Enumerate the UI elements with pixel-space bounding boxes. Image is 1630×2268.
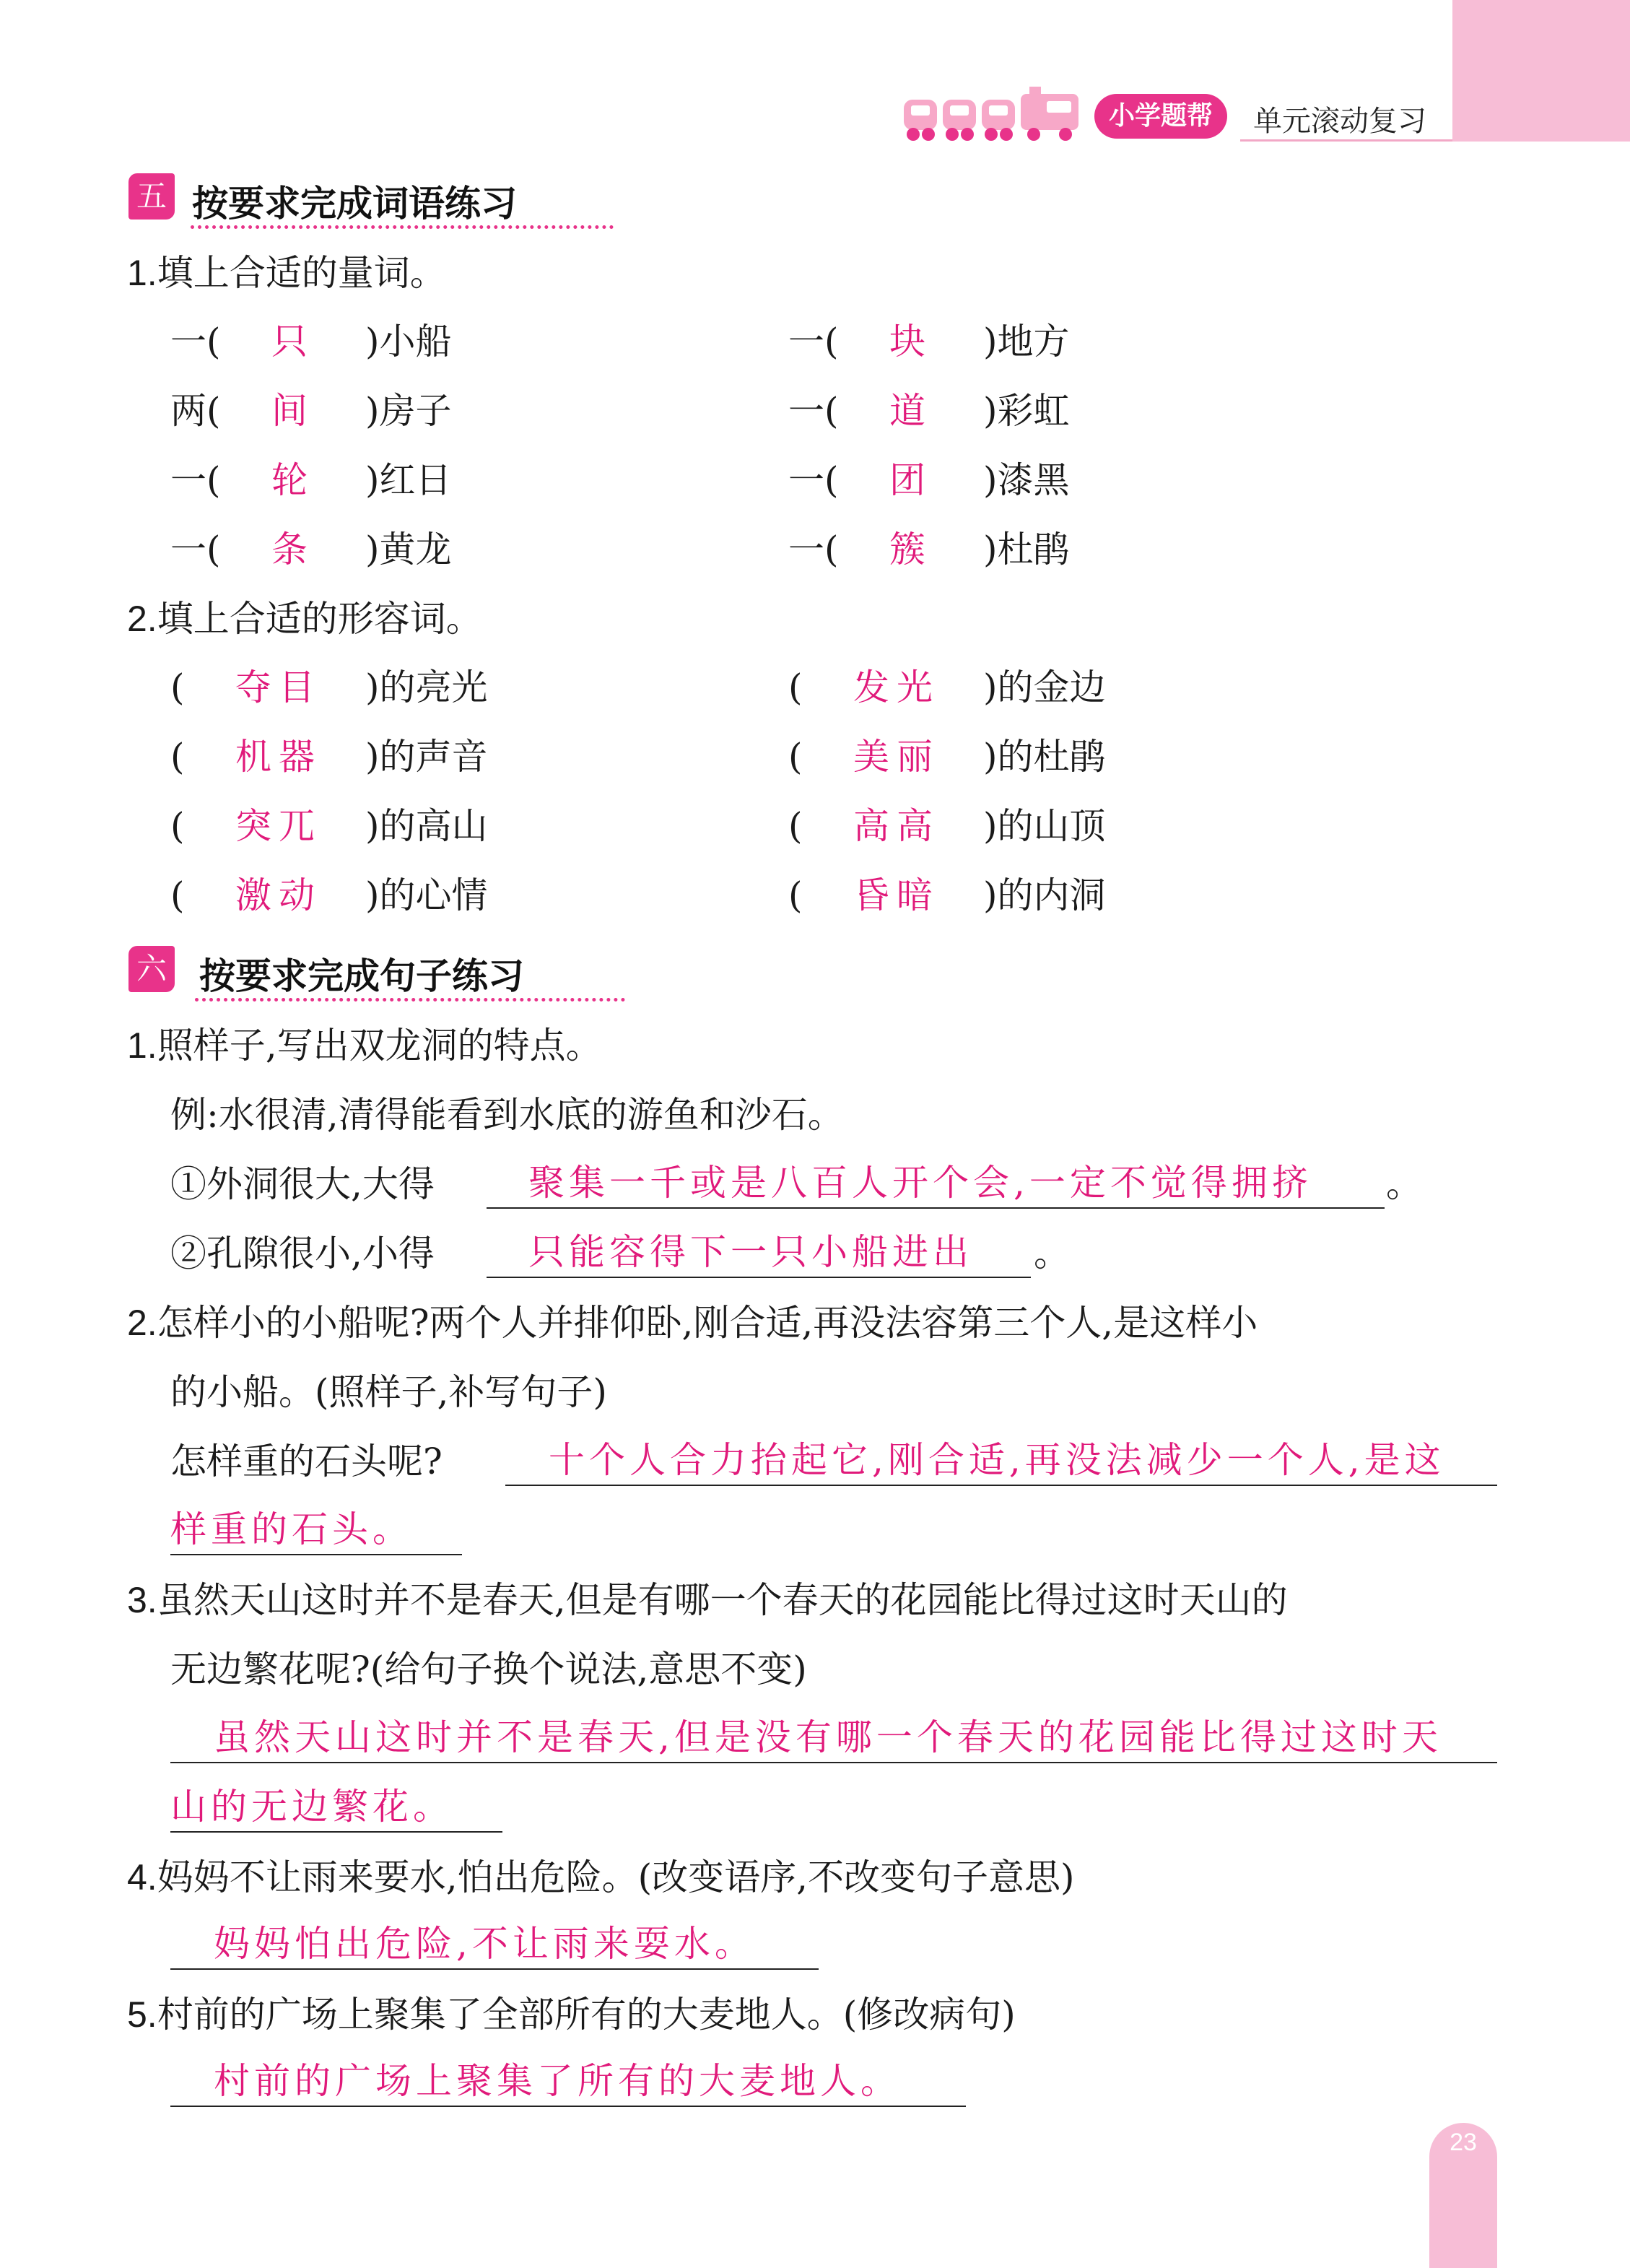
s6-q1 (127, 1024, 602, 1067)
item-suffix: )的亮光 (365, 666, 488, 708)
item-prefix: ( (170, 805, 185, 847)
s6-q1-text: 照样子,写出双龙洞的特点。 (157, 1025, 602, 1066)
s6-q2-prompt: 怎样重的石头呢? (170, 1441, 443, 1482)
item-prefix: 一( (170, 529, 221, 570)
s6-q2-line2: 的小船。(照样子,补写句子) (170, 1371, 607, 1413)
s6-q3 (127, 1578, 1288, 1622)
answer-text: 美丽 (853, 736, 940, 778)
s6-q4-line1: 妈妈不让雨来要水,怕出危险。(改变语序,不改变句子意思) (157, 1856, 1075, 1898)
answer-line (170, 1762, 1497, 1763)
item-suffix: )的声音 (365, 736, 488, 778)
answer-text: 昏暗 (853, 874, 940, 916)
item-prefix: ( (170, 666, 185, 708)
item-suffix: )的心情 (365, 874, 488, 916)
item-suffix: )房子 (365, 390, 452, 432)
unit-underline (1240, 139, 1452, 142)
answer-text: 夺目 (235, 666, 322, 708)
answer-text: 十个人合力抬起它,刚合适,再没法减少一个人,是这 (549, 1439, 1445, 1481)
item-suffix: )的山顶 (983, 805, 1106, 847)
answer-text: 虽然天山这时并不是春天,但是没有哪一个春天的花园能比得过这时天 (214, 1716, 1442, 1758)
s5-q2 (127, 597, 482, 640)
s6-q2-line1: 怎样小的小船呢?两个人并排仰卧,刚合适,再没法容第三个人,是这样小 (157, 1302, 1258, 1344)
item-suffix: )的金边 (983, 666, 1106, 708)
answer-text: 条 (271, 529, 315, 570)
s6-q5-number: 5. (127, 1994, 157, 2035)
s6-q1-example: 例:水很清,清得能看到水底的游鱼和沙石。 (170, 1094, 844, 1136)
answer-line (170, 1831, 502, 1833)
page-number: 23 (1450, 2129, 1477, 2156)
s6-q1-a-prompt: ①外洞很大,大得 (170, 1163, 435, 1205)
answer-text: 激动 (235, 874, 322, 916)
answer-line (505, 1485, 1497, 1486)
answer-text: 道 (889, 390, 933, 432)
train-icon (902, 87, 1083, 144)
answer-text: 只能容得下一只小船进出 (528, 1231, 973, 1273)
item-prefix: ( (788, 874, 803, 916)
section6-title-underline (195, 998, 625, 1002)
answer-text: 发光 (853, 666, 940, 708)
item-prefix: ( (788, 736, 803, 778)
answer-text: 样重的石头。 (170, 1508, 413, 1550)
section5-title: 按要求完成词语练习 (192, 183, 517, 225)
answer-text: 聚集一千或是八百人开个会,一定不觉得拥挤 (528, 1162, 1312, 1204)
s6-q1-b-prompt: ②孔隙很小,小得 (170, 1233, 435, 1274)
s6-q2 (127, 1301, 1258, 1344)
answer-text: 村前的广场上聚集了所有的大麦地人。 (214, 2060, 901, 2102)
answer-text: 块 (889, 321, 933, 362)
s6-q5 (127, 1993, 1016, 2036)
item-suffix: )红日 (365, 459, 452, 501)
answer-text: 妈妈怕出危险,不让雨来耍水。 (214, 1923, 755, 1965)
s6-q5-line1: 村前的广场上聚集了全部所有的大麦地人。(修改病句) (157, 1994, 1016, 2035)
item-prefix: ( (170, 736, 185, 778)
answer-text: 突兀 (235, 805, 322, 847)
item-suffix: )的杜鹃 (983, 736, 1106, 778)
s5-q1 (127, 251, 446, 295)
s6-q1-number: 1. (127, 1025, 157, 1066)
answer-text: 间 (271, 390, 315, 432)
answer-text: 高高 (853, 805, 940, 847)
brand-badge: 小学题帮 (1094, 94, 1227, 139)
s5-q1-text: 填上合适的量词。 (157, 252, 446, 294)
item-prefix: ( (788, 805, 803, 847)
item-prefix: 一( (788, 459, 839, 501)
item-suffix: )杜鹃 (983, 529, 1070, 570)
item-prefix: 一( (170, 321, 221, 362)
answer-text: 山的无边繁花。 (170, 1786, 453, 1828)
s5-q2-number: 2. (127, 599, 157, 639)
s5-q1-number: 1. (127, 253, 157, 293)
item-suffix: )的高山 (365, 805, 488, 847)
period: 。 (1386, 1163, 1422, 1205)
item-suffix: )地方 (983, 321, 1070, 362)
answer-line (487, 1277, 1031, 1278)
item-suffix: )黄龙 (365, 529, 452, 570)
s6-q3-line1: 虽然天山这时并不是春天,但是有哪一个春天的花园能比得过这时天山的 (157, 1579, 1288, 1621)
s6-q3-number: 3. (127, 1580, 157, 1620)
s5-q2-text: 填上合适的形容词。 (157, 598, 482, 640)
corner-tab (1452, 0, 1630, 142)
answer-text: 轮 (271, 459, 315, 501)
section6-badge: 六 (128, 946, 175, 992)
answer-line (487, 1207, 1385, 1209)
section6-title: 按要求完成句子练习 (199, 955, 524, 997)
unit-title: 单元滚动复习 (1253, 105, 1426, 138)
answer-line (170, 2106, 966, 2107)
item-prefix: 一( (788, 321, 839, 362)
item-prefix: 两( (170, 390, 221, 432)
answer-text: 团 (889, 459, 933, 501)
item-prefix: ( (788, 666, 803, 708)
item-suffix: )彩虹 (983, 390, 1070, 432)
item-prefix: ( (170, 874, 185, 916)
item-suffix: )的内洞 (983, 874, 1106, 916)
item-suffix: )小船 (365, 321, 452, 362)
answer-text: 只 (271, 321, 315, 362)
s6-q4-number: 4. (127, 1857, 157, 1898)
answer-line (170, 1968, 819, 1970)
answer-line (170, 1554, 462, 1555)
s6-q3-line2: 无边繁花呢?(给句子换个说法,意思不变) (170, 1648, 807, 1690)
s6-q4 (127, 1856, 1075, 1899)
item-suffix: )漆黑 (983, 459, 1070, 501)
item-prefix: 一( (788, 529, 839, 570)
item-prefix: 一( (788, 390, 839, 432)
answer-text: 簇 (889, 529, 933, 570)
section5-title-underline (191, 225, 614, 229)
section5-badge: 五 (128, 173, 175, 220)
period: 。 (1034, 1233, 1070, 1274)
answer-text: 机器 (235, 736, 322, 778)
item-prefix: 一( (170, 459, 221, 501)
s6-q2-number: 2. (127, 1303, 157, 1343)
